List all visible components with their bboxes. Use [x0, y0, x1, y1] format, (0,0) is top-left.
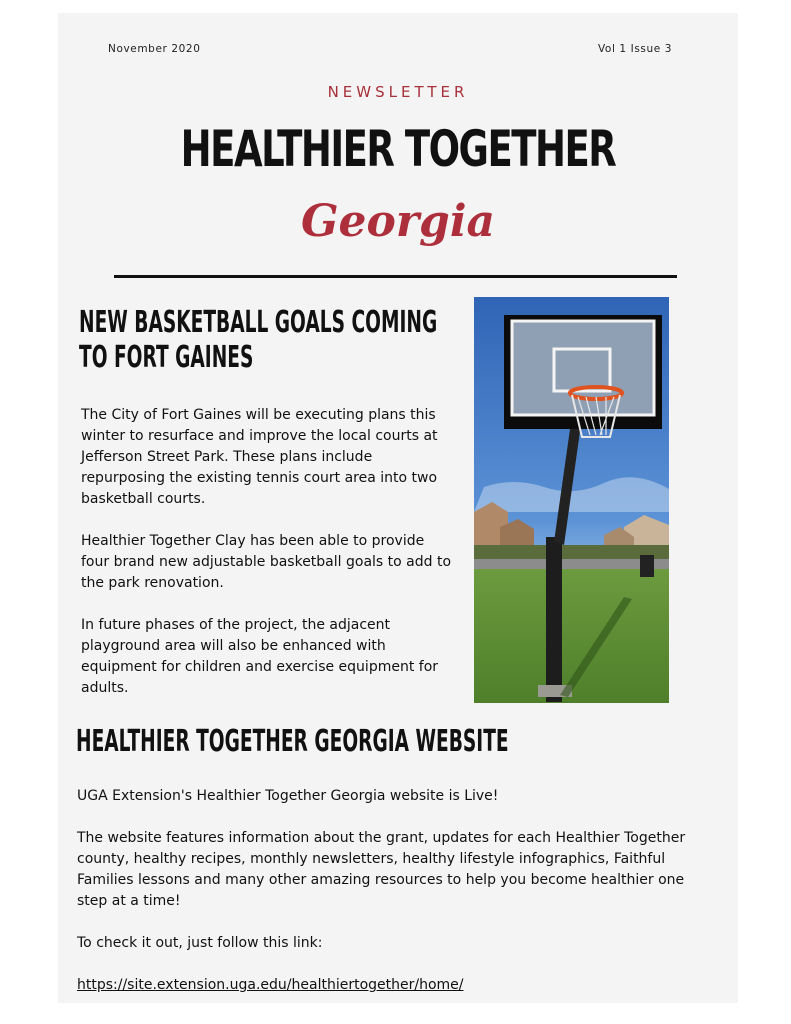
paragraph: UGA Extension's Healthier Together Georgia website is Live!: [77, 788, 499, 804]
newsletter-page: [58, 13, 738, 1003]
paragraph: In future phases of the project, the adjacent playground area will also be enhanced with equipment for children and exercise equipment for adults.: [81, 617, 439, 696]
issue-date: November 2020: [108, 43, 201, 55]
website-link[interactable]: https://site.extension.uga.edu/healthiertogether/home/: [77, 977, 464, 993]
basketball-hoop-photo: [474, 297, 669, 703]
article-basketball-heading: [79, 305, 451, 375]
newsletter-kicker: NEWSLETTER: [327, 83, 469, 101]
heading-line-1: NEW BASKETBALL GOALS COMING: [79, 305, 438, 340]
link-paragraph: [77, 975, 707, 996]
paragraph: To check it out, just follow this link:: [77, 935, 323, 951]
header-divider: [114, 275, 677, 278]
newsletter-title: HEALTHIER TOGETHER: [180, 120, 616, 178]
article-website-body: [77, 786, 707, 1017]
issue-number: Vol 1 Issue 3: [597, 43, 672, 55]
paragraph: The website features information about the grant, updates for each Healthier Together county, healthy recipes, monthly newsletters, healthy lifestyle infographics, Faithful Families lessons and many other amazing resources to help you become healthier one step at a time!: [77, 830, 686, 909]
paragraph: Healthier Together Clay has been able to provide four brand new adjustable basketball goals to add to the park renovation.: [81, 533, 452, 591]
heading-line-2: TO FORT GAINES: [79, 340, 254, 376]
newsletter-subtitle: Georgia: [300, 196, 496, 247]
article-website-heading: HEALTHIER TOGETHER GEORGIA WEBSITE: [76, 724, 509, 759]
paragraph: The City of Fort Gaines will be executing plans this winter to resurface and improve the local courts at Jefferson Street Park. These plans include repurposing the existing tennis court area into two basketball courts.: [81, 407, 438, 507]
article-basketball-body: [81, 405, 456, 720]
